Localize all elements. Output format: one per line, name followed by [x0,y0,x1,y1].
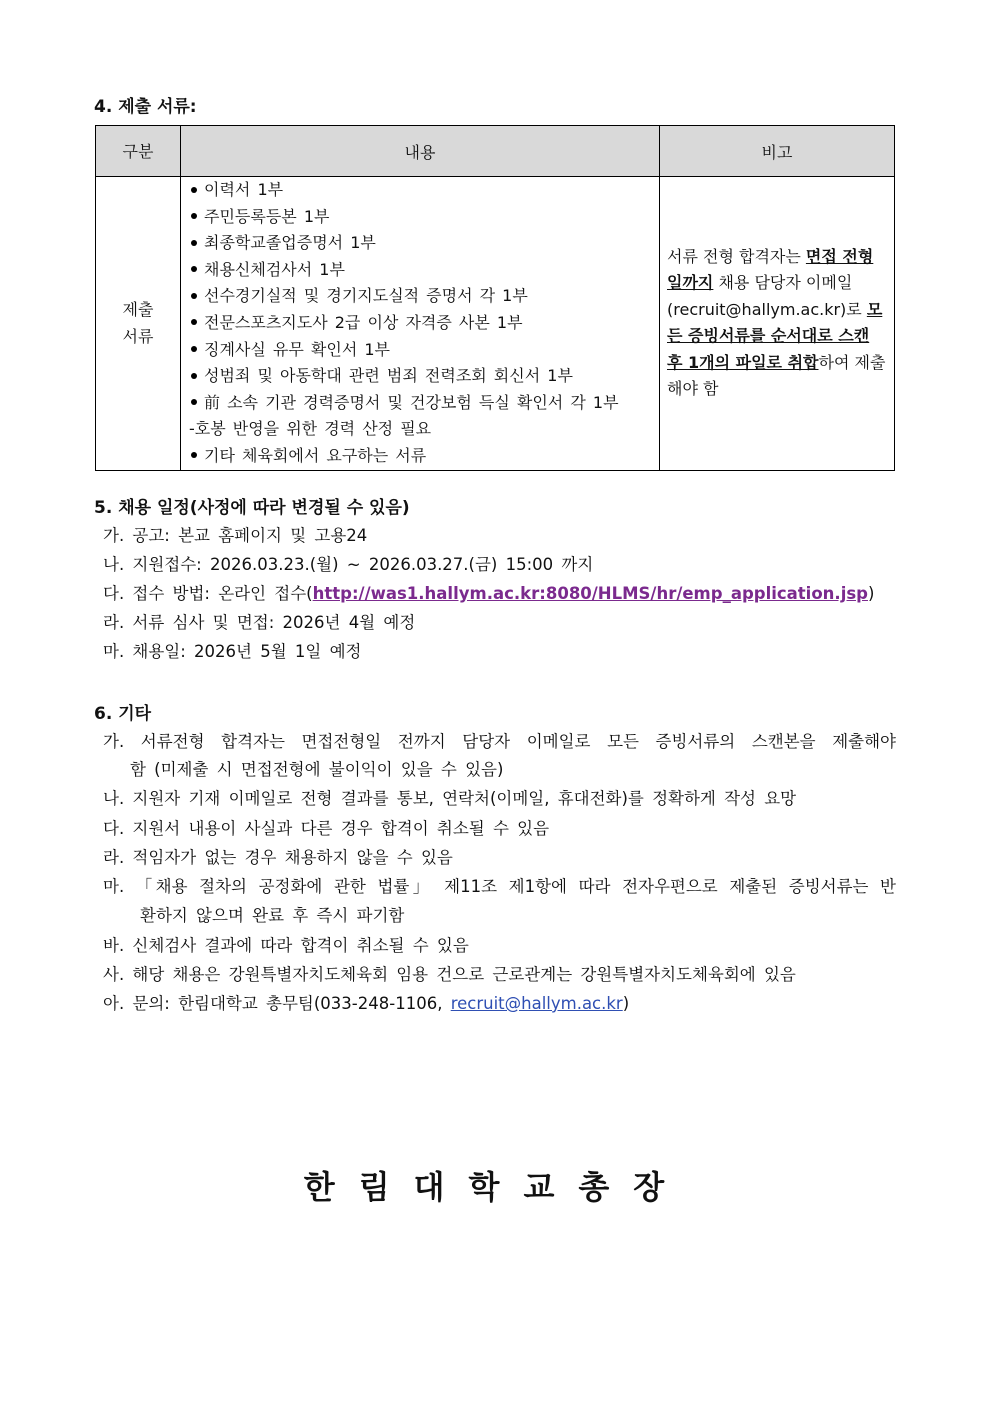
bullet-icon [191,319,197,325]
schedule-item: 마. 채용일: 2026년 5월 1일 예정 [103,642,362,661]
etc-item: 마. 「채용 절차의 공정화에 관한 법률」 제11조 제1항에 따라 전자우편으로 제출된 증빙서류는 반 [103,877,896,896]
table-row [96,177,895,471]
note-emphasis: 면접 전형일까지 [667,246,874,293]
etc-item: 나. 지원자 기재 이메일로 전형 결과를 통보, 연락처(이메일, 휴대전화)를 정확하게 작성 요망 [103,789,797,808]
content-cell [181,177,660,471]
bullet-icon [191,399,197,405]
contact-email-link[interactable]: recruit@hallym.ac.kr [450,994,623,1013]
section-5-title: 5. 채용 일정(사정에 따라 변경될 수 있음) [94,498,410,518]
etc-item: 라. 적임자가 없는 경우 채용하지 않을 수 있음 [103,848,453,867]
schedule-item: 나. 지원접수: 2026.03.23.(월) ~ 2026.03.27.(금) 15:00 까지 [103,555,594,574]
section-6-title: 6. 기타 [94,704,152,724]
note-cell [660,177,895,471]
etc-item: 가. 서류전형 합격자는 면접전형일 전까지 담당자 이메일로 모든 증빙서류의 스캔본을 제출해야 [103,732,896,751]
etc-item: 다. 지원서 내용이 사실과 다른 경우 합격이 취소될 수 있음 [103,819,550,838]
section-4-title: 4. 제출 서류: [94,97,197,117]
list-item: 성범죄 및 아동학대 관련 범죄 전력조회 회신서 1부 [189,363,659,390]
note-text: 서류 전형 합격자는 [667,246,806,266]
category-cell [96,177,181,471]
etc-item: 사. 해당 채용은 강원특별자치도체육회 임용 건으로 근로관계는 강원특별자치도체육회에 있음 [103,965,796,984]
list-item: 기타 체육회에서 요구하는 서류 [189,443,659,470]
bullet-icon [191,240,197,246]
schedule-item: 다. 접수 방법: 온라인 접수(http://was1.hallym.ac.kr:8080/HLMS/hr/emp_application.jsp) [103,584,875,603]
header-content: 내용 [181,126,660,177]
etc-item-continuation: 환하지 않으며 완료 후 즉시 파기함 [140,906,405,925]
application-link[interactable]: http://was1.hallym.ac.kr:8080/HLMS/hr/emp_application.jsp [312,584,868,603]
category-line: 제출 [122,300,154,320]
bullet-icon [191,266,197,272]
schedule-item: 라. 서류 심사 및 면접: 2026년 4월 예정 [103,613,416,632]
schedule-item: 가. 공고: 본교 홈페이지 및 고용24 [103,526,368,545]
etc-item: 바. 신체검사 결과에 따라 합격이 취소될 수 있음 [103,936,469,955]
bullet-icon [191,346,197,352]
header-note: 비고 [660,126,895,177]
list-item: 최종학교졸업증명서 1부 [189,230,659,257]
list-item: 선수경기실적 및 경기지도실적 증명서 각 1부 [189,283,659,310]
list-item-subnote: -호봉 반영을 위한 경력 산정 필요 [189,419,432,439]
note-text: 하여 제출해야 함 [667,352,886,399]
list-item: 前 소속 기관 경력증명서 및 건강보험 득실 확인서 각 1부 [189,390,659,417]
bullet-icon [191,293,197,299]
bullet-icon [191,373,197,379]
etc-item: 아. 문의: 한림대학교 총무팀(033-248-1106, recruit@hallym.ac.kr) [103,994,630,1013]
header-category: 구분 [96,126,181,177]
list-item: 전문스포츠지도사 2급 이상 자격증 사본 1부 [189,310,659,337]
note-text: 채용 담당자 이메일(recruit@hallym.ac.kr)로 [667,273,867,319]
list-item: 채용신체검사서 1부 [189,257,659,284]
list-item: 이력서 1부 [189,177,659,204]
table-header-row [96,126,895,177]
category-line: 서류 [122,327,154,347]
bullet-icon [191,187,197,193]
list-item: 징계사실 유무 확인서 1부 [189,337,659,364]
bullet-icon [191,452,197,458]
note-emphasis: 모든 증빙서류를 순서대로 스캔 후 1개의 파일로 취합 [667,299,883,372]
list-item: 주민등록등본 1부 [189,204,659,231]
signature: 한림대학교총장 [303,1168,689,1206]
etc-item-continuation: 함 (미제출 시 면접전형에 불이익이 있을 수 있음) [130,760,504,779]
bullet-icon [191,213,197,219]
documents-table [95,125,895,471]
